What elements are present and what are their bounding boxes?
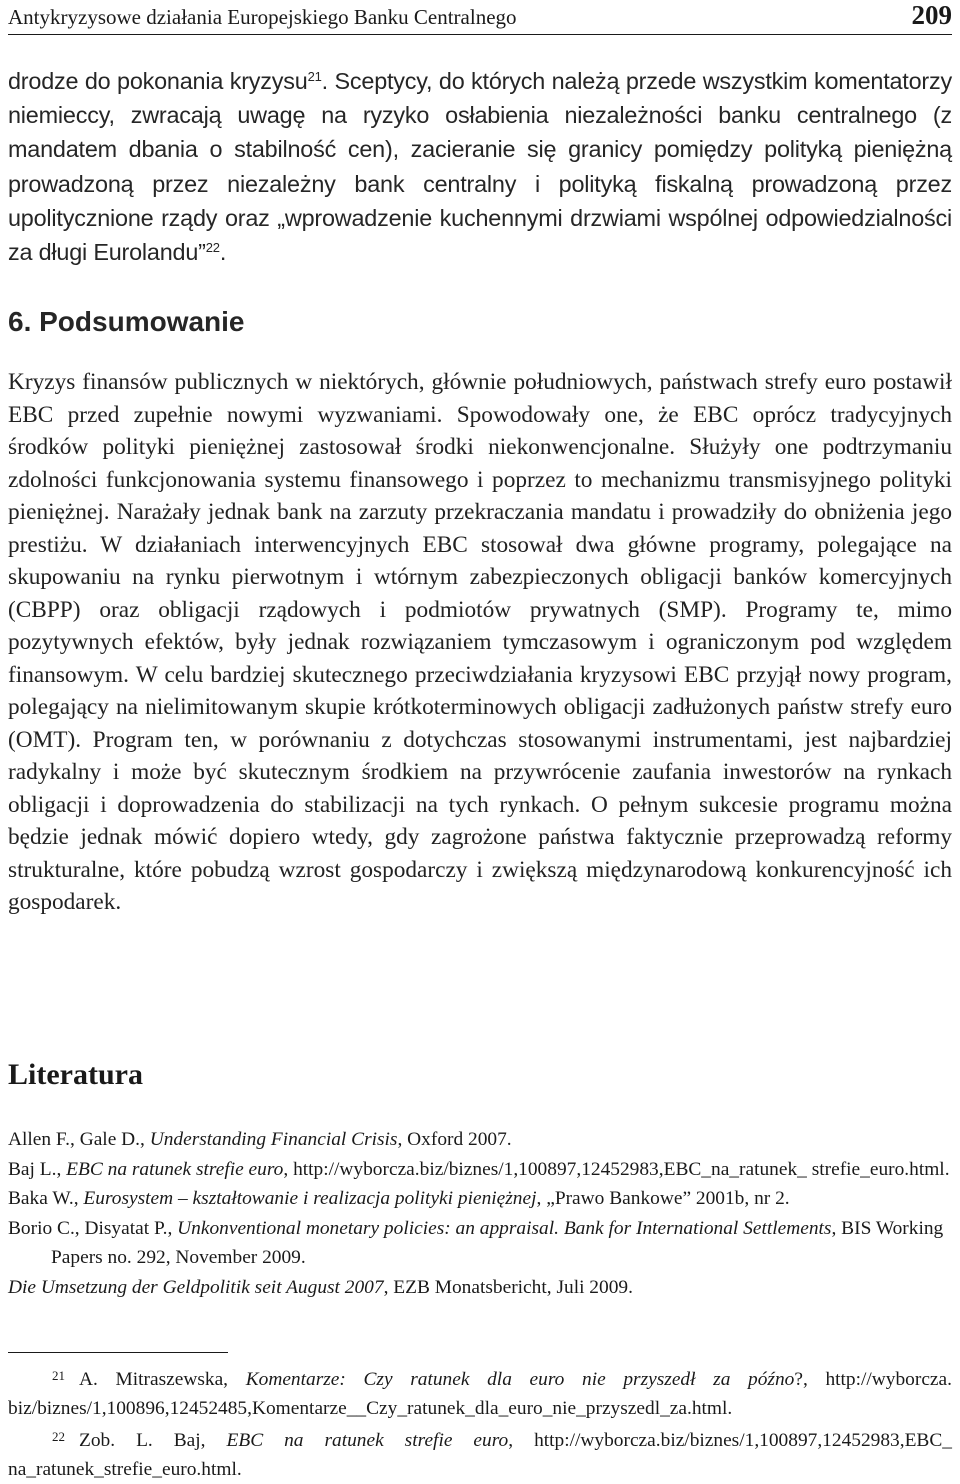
- ref-details: , BIS Working Papers no. 292, November 2009.: [51, 1217, 944, 1268]
- bibliography-entry: [8, 1184, 952, 1214]
- ref-title: Die Umsetzung der Geldpolitik seit August 2007: [8, 1276, 384, 1298]
- footnotes: [8, 1362, 952, 1484]
- literature-heading: Literatura: [8, 1058, 143, 1091]
- running-title: Antykryzysowe działania Europejskiego Banku Centralnego: [8, 5, 517, 29]
- intro-text-2: . Sceptycy, do których należą przede wszystkim komentatorzy niemieccy, zwracają uwagę na ryzyko osłabienia niezależności banku centralnego (z mandatem dbania o stabilność cen), zacieranie się granicy pomiędzy polityką pieniężną prowadzoną przez niezależny bank centralny i polityką fiskalną prowadzoną przez upolitycznione rządy oraz „wprowadzenie kuchennymi drzwiami wspólnej odpowiedzialności za długi Eurolandu”: [8, 68, 952, 266]
- ref-title: Eurosystem – kształtowanie i realizacja polityki pieniężnej: [83, 1188, 537, 1209]
- bibliography-entry: [8, 1155, 952, 1185]
- footnote-link[interactable]: ?, http://wyborcza. biz/biznes/1,100896,12452485,Komentarze__Czy_ratunek_dla_euro_nie_przyszedl_za.html.: [8, 1369, 952, 1419]
- section-heading-podsumowanie: 6. Podsumowanie: [8, 306, 245, 337]
- intro-paragraph: [8, 64, 952, 269]
- ref-details: , Oxford 2007.: [397, 1129, 512, 1150]
- footnote-title: Komentarze: Czy ratunek dla euro nie przyszedł za późno: [245, 1369, 795, 1390]
- footnote-separator: [8, 1352, 228, 1353]
- ref-authors: Baj L.,: [8, 1158, 67, 1180]
- ref-title: Understanding Financial Crisis: [149, 1129, 398, 1150]
- ref-authors: Borio C., Disyatat P.,: [8, 1217, 178, 1239]
- footnote-number: 21: [52, 1368, 65, 1383]
- ref-authors: Allen F., Gale D.,: [8, 1129, 150, 1150]
- ref-details[interactable]: , http://wyborcza.biz/biznes/1,100897,12452983,EBC_na_ratunek_ strefie_euro.html.: [283, 1158, 950, 1180]
- page-number: 209: [911, 0, 952, 30]
- footnote-21: [8, 1362, 952, 1423]
- intro-text-1: drodze do pokonania kryzysu: [8, 68, 308, 94]
- summary-paragraph: Kryzys finansów publicznych w niektórych, głównie południowych, państwach strefy euro postawił EBC przed zupełnie nowymi wyzwaniami. Spowodowały one, że EBC oprócz tradycyjnych środków polityki pieniężnej zastosował środki niekonwencjonalne. Służyły one podtrzymaniu zdolności funkcjonowania systemu finansowego i poprzez to mechanizmu transmisyjnego polityki pieniężnej. Narażały jednak bank na zarzuty przekraczania mandatu i prowadziły do obniżenia jego prestiżu. W działaniach interwencyjnych EBC stosował dwa główne programy, polegające na skupowaniu na rynku pierwotnym i wtórnym zabezpieczonych obligacji banków komercyjnych (CBPP) oraz obligacji rządowych i podmiotów prywatnych (SMP). Programy te, mimo pozytywnych efektów, były jednak rozwiązaniem tymczasowym i ograniczonym pod względem finansowym. W celu bardziej skutecznego przeciwdziałania kryzysowi EBC przyjął nowy program, polegający na nielimitowanym skupie krótkoterminowych obligacji zadłużonych państw strefy euro (OMT). Program ten, w porównaniu z dotychczas stosowanymi instrumentami, jest najbardziej radykalny i może być skutecznym środkiem na przywrócenie zaufania inwestorów na rynkach obligacji i doprowadzenia do stabilizacji na tych rynkach. O pełnym sukcesie programu można będzie jednak mówić dopiero wtedy, gdy zagrożone państwa faktycznie przeprowadzą reformy strukturalne, które pobudzą wzrost gospodarczy i zwiększą międzynarodową konkurencyjność ich gospodarek.: [8, 369, 952, 915]
- bibliography-entry: [8, 1125, 952, 1155]
- intro-text-3: .: [219, 239, 227, 266]
- footnote-number: 22: [52, 1429, 65, 1444]
- footnote-ref-21[interactable]: 21: [307, 69, 322, 84]
- footnote-author: A. Mitraszewska,: [79, 1369, 246, 1390]
- footnote-author: Zob. L. Baj,: [79, 1430, 227, 1451]
- ref-title: EBC na ratunek strefie euro: [66, 1158, 284, 1180]
- bibliography-list: [8, 1125, 952, 1302]
- footnote-ref-22[interactable]: 22: [205, 240, 220, 256]
- ref-title: Unkonventional monetary policies: an appraisal. Bank for International Settlements: [177, 1217, 832, 1239]
- ref-authors: Baka W.,: [8, 1188, 84, 1209]
- footnote-22: [8, 1423, 952, 1484]
- ref-details: , EZB Monatsbericht, Juli 2009.: [383, 1276, 633, 1298]
- footnote-title: EBC na ratunek strefie euro: [226, 1430, 509, 1451]
- ref-details: , „Prawo Bankowe” 2001b, nr 2.: [536, 1188, 790, 1209]
- bibliography-entry: [8, 1273, 952, 1303]
- running-header: [8, 0, 952, 35]
- footnote-link[interactable]: , http://wyborcza.biz/biznes/1,100897,12452983,EBC_ na_ratunek_strefie_euro.html.: [8, 1430, 952, 1480]
- bibliography-entry: [8, 1214, 952, 1273]
